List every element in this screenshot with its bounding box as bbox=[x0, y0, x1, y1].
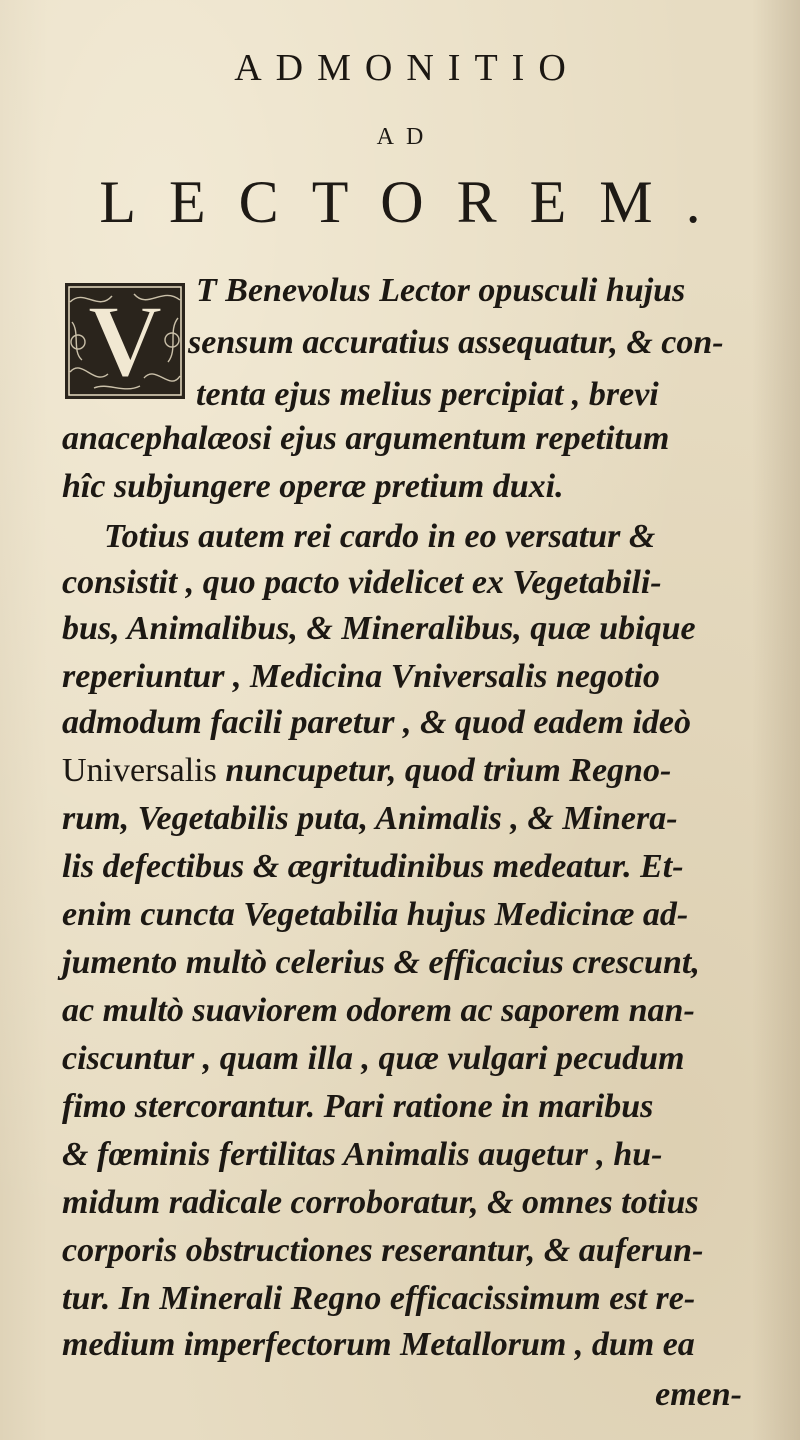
text-line-2: sensum accuratius assequatur, & con- bbox=[188, 324, 724, 361]
heading-admonitio: ADMONITIO bbox=[234, 47, 580, 89]
universalis-word: Universalis bbox=[62, 752, 217, 789]
catchword: emen- bbox=[655, 1376, 742, 1413]
text-line-16: ac multò suaviorem odorem ac saporem nan- bbox=[62, 992, 695, 1029]
decorated-initial-v bbox=[64, 282, 186, 400]
heading-ad: AD bbox=[376, 124, 436, 150]
text-line-22: tur. In Minerali Regno efficacissimum est re- bbox=[62, 1280, 696, 1317]
text-line-23: medium imperfectorum Metallorum , dum ea bbox=[62, 1326, 695, 1363]
text-line-10: admodum facili paretur , & quod eadem ideò bbox=[62, 704, 691, 741]
text-line-1: T Benevolus Lector opusculi hujus bbox=[196, 272, 686, 309]
initial-letter: V bbox=[87, 284, 163, 399]
text-line-4: anacephalæosi ejus argumentum repetitum bbox=[62, 420, 670, 457]
text-line-6: Totius autem rei cardo in eo versatur & bbox=[104, 518, 656, 555]
text-line-8: bus, Animalibus, & Mineralibus, quæ ubique bbox=[62, 610, 696, 647]
text-line-12: rum, Vegetabilis puta, Animalis , & Minera- bbox=[62, 800, 678, 837]
text-line-11-rest: nuncupetur, quod trium Regno- bbox=[216, 752, 672, 789]
text-line-21: corporis obstructiones reserantur, & auferun- bbox=[62, 1232, 704, 1269]
text-line-13: lis defectibus & ægritudinibus medeatur. Et- bbox=[62, 848, 684, 885]
text-line-17: ciscuntur , quam illa , quæ vulgari pecudum bbox=[62, 1040, 685, 1077]
text-line-19: & fœminis fertilitas Animalis augetur , hu- bbox=[62, 1136, 663, 1173]
text-line-3: tenta ejus melius percipiat , brevi bbox=[196, 376, 659, 413]
text-line-18: fimo stercorantur. Pari ratione in maribus bbox=[62, 1088, 654, 1125]
text-line-14: enim cuncta Vegetabilia hujus Medicinæ ad- bbox=[62, 896, 689, 933]
text-line-15: jumento multò celerius & efficacius crescunt, bbox=[62, 944, 700, 981]
text-line-5: hîc subjungere operæ pretium duxi. bbox=[62, 468, 564, 505]
heading-lectorem: LECTOREM. bbox=[99, 169, 734, 235]
text-line-9: reperiuntur , Medicina Vniversalis negotio bbox=[62, 658, 660, 695]
text-line-20: midum radicale corroboratur, & omnes totius bbox=[62, 1184, 699, 1221]
text-line-7: consistit , quo pacto videlicet ex Vegetabili- bbox=[62, 564, 662, 601]
text-line-11 bbox=[62, 750, 671, 792]
